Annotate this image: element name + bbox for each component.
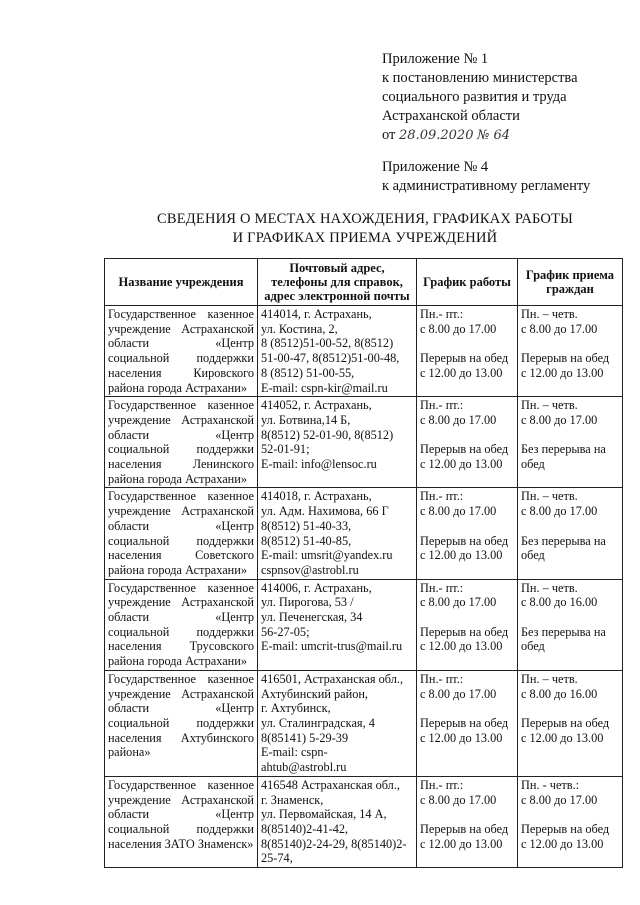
table-row [105, 579, 623, 670]
institution-contacts [258, 579, 417, 670]
schedule-line: Пн. – четв. [521, 580, 578, 595]
header-work-schedule: График работы [417, 259, 518, 306]
spacer [420, 807, 514, 822]
contact-line: ул. Первомайская, 14 А, [261, 807, 387, 822]
spacer [521, 336, 619, 351]
contact-line: 8(85140)2-24-29, 8(85140)2- [261, 836, 407, 851]
header-address [258, 259, 417, 306]
schedule-line: Перерыв на обед [420, 715, 509, 730]
schedule-line: с 8.00 до 17.00 [521, 321, 598, 336]
appendix-1-date-line [382, 126, 578, 145]
contact-line: ул. Костина, 2, [261, 321, 338, 336]
schedule-line: с 8.00 до 17.00 [420, 504, 497, 519]
schedule-line: с 12.00 до 13.00 [521, 730, 604, 745]
contact-line: E-mail: cspn- [261, 745, 328, 760]
work-schedule [417, 776, 518, 867]
schedule-line: Пн. – четв. [521, 671, 578, 686]
institution-name: Государственное казенное учреждение Астраханской области «Центр социальной поддержки населения Ахтубинского района» [105, 670, 258, 776]
appendix-1-title: Приложение № 1 [382, 51, 489, 67]
schedule-line: с 12.00 до 13.00 [521, 836, 604, 851]
schedule-line: с 8.00 до 17.00 [420, 412, 497, 427]
spacer [521, 807, 619, 822]
work-schedule [417, 306, 518, 397]
document-title [110, 210, 620, 248]
contact-line: 8(85140)2-41-42, [261, 821, 349, 836]
schedule-line: с 12.00 до 13.00 [420, 457, 503, 472]
schedule-line: с 12.00 до 13.00 [420, 836, 503, 851]
reception-schedule [518, 776, 623, 867]
institution-name: Государственное казенное учреждение Астраханской области «Центр социальной поддержки населения Трусовского района города Астрахани» [105, 579, 258, 670]
reception-schedule [518, 670, 623, 776]
contact-line: 414052, г. Астрахань, [261, 398, 372, 413]
contact-line: 414018, г. Астрахань, [261, 489, 372, 504]
contact-line: ул. Сталинградская, 4 [261, 715, 375, 730]
schedule-line: с 12.00 до 13.00 [420, 365, 503, 380]
contact-line: ahtub@astrobl.ru [261, 760, 347, 775]
schedule-line: Пн.- пт.: [420, 398, 464, 413]
contact-line: 414014, г. Астрахань, [261, 307, 372, 321]
contact-line: 416501, Астраханская обл., [261, 671, 404, 686]
contact-line: E-mail: cspn-kir@mail.ru [261, 380, 388, 395]
appendix-4-block [382, 158, 590, 196]
schedule-line: с 8.00 до 17.00 [420, 321, 497, 336]
contact-line: Ахтубинский район, [261, 686, 368, 701]
institution-name: Государственное казенное учреждение Астраханской области «Центр социальной поддержки населения Советского района города Астрахани» [105, 488, 258, 579]
schedule-line: Перерыв на обед [420, 351, 509, 366]
date-prefix: от [382, 127, 396, 143]
appendix-4-title: Приложение № 4 [382, 159, 489, 175]
table-row [105, 670, 623, 776]
schedule-line: Перерыв на обед [420, 821, 509, 836]
schedule-line: с 12.00 до 13.00 [420, 639, 503, 654]
title-line-2: И ГРАФИКАХ ПРИЕМА УЧРЕЖДЕНИЙ [232, 230, 498, 246]
table-row [105, 306, 623, 397]
contact-line: E-mail: umcrit-trus@mail.ru [261, 639, 403, 654]
header-name: Название учреждения [105, 259, 258, 306]
schedule-line: Перерыв на обед [521, 351, 610, 366]
schedule-line: Без перерыва на [521, 442, 606, 457]
handwritten-date: 28.09.2020 [399, 128, 474, 143]
appendix-1-line: к постановлению министерства [382, 70, 578, 86]
schedule-line: с 8.00 до 16.00 [521, 686, 598, 701]
table-header-row [105, 259, 623, 306]
contact-line: 8(8512) 51-40-85, [261, 533, 352, 548]
header-address-line: Почтовый адрес, [289, 261, 385, 275]
contact-line: 8 (8512) 51-00-55, [261, 365, 355, 380]
contact-line: 52-01-91; [261, 442, 310, 457]
institution-contacts [258, 488, 417, 579]
schedule-line: Пн. - четв.: [521, 777, 580, 792]
spacer [420, 610, 514, 625]
work-schedule [417, 397, 518, 488]
schedule-line: с 8.00 до 17.00 [420, 792, 497, 807]
spacer [521, 519, 619, 534]
schedule-line: с 8.00 до 16.00 [521, 595, 598, 610]
schedule-line: Перерыв на обед [420, 533, 509, 548]
spacer [420, 519, 514, 534]
reception-schedule [518, 397, 623, 488]
reception-schedule [518, 306, 623, 397]
table-row [105, 488, 623, 579]
schedule-line: с 8.00 до 17.00 [521, 792, 598, 807]
header-address-line: телефоны для справок, [271, 275, 403, 289]
contact-line: ул. Ботвина,14 Б, [261, 412, 351, 427]
appendix-1-block [382, 50, 578, 145]
schedule-line: с 8.00 до 17.00 [420, 595, 497, 610]
institution-name: Государственное казенное учреждение Астраханской области «Центр социальной поддержки населения Кировского района города Астрахани» [105, 306, 258, 397]
header-reception-line: График приема [525, 268, 615, 282]
header-address-line: адрес электронной почты [264, 289, 410, 303]
schedule-line: Перерыв на обед [420, 442, 509, 457]
work-schedule [417, 670, 518, 776]
schedule-line: с 8.00 до 17.00 [420, 686, 497, 701]
schedule-line: Перерыв на обед [521, 821, 610, 836]
contact-line: г. Знаменск, [261, 792, 324, 807]
work-schedule [417, 579, 518, 670]
contact-line: ул. Адм. Нахимова, 66 Г [261, 504, 389, 519]
title-line-1: СВЕДЕНИЯ О МЕСТАХ НАХОЖДЕНИЯ, ГРАФИКАХ РАБОТЫ [157, 211, 573, 227]
spacer [521, 610, 619, 625]
contact-line: 8(85141) 5-29-39 [261, 730, 349, 745]
contact-line: ул. Пирогова, 53 / [261, 595, 354, 610]
schedule-line: обед [521, 639, 545, 654]
work-schedule [417, 488, 518, 579]
institution-contacts [258, 397, 417, 488]
schedule-line: обед [521, 548, 545, 563]
schedule-line: Пн.- пт.: [420, 671, 464, 686]
schedule-line: Пн.- пт.: [420, 307, 464, 321]
spacer [521, 428, 619, 443]
schedule-line: обед [521, 457, 545, 472]
institutions-table [104, 258, 623, 868]
institution-contacts [258, 306, 417, 397]
table-row [105, 397, 623, 488]
schedule-line: с 12.00 до 13.00 [420, 548, 503, 563]
schedule-line: Без перерыва на [521, 533, 606, 548]
handwritten-number: № 64 [477, 128, 511, 143]
contact-line: 8(8512) 51-40-33, [261, 518, 352, 533]
contact-line: 8(8512) 52-01-90, 8(8512) [261, 427, 394, 442]
schedule-line: Пн.- пт.: [420, 580, 464, 595]
schedule-line: Без перерыва на [521, 624, 606, 639]
schedule-line: Пн.- пт.: [420, 777, 464, 792]
schedule-line: Пн. – четв. [521, 489, 578, 504]
contact-line: ул. Печенегская, 34 [261, 610, 363, 625]
contact-line: cspnsov@astrobl.ru [261, 562, 359, 577]
contact-line: E-mail: umsrit@yandex.ru [261, 548, 393, 563]
schedule-line: Пн. – четв. [521, 398, 578, 413]
contact-line: 56-27-05; [261, 624, 310, 639]
schedule-line: с 12.00 до 13.00 [521, 365, 604, 380]
appendix-1-line: Астраханской области [382, 108, 520, 124]
contact-line: 51-00-47, 8(8512)51-00-48, [261, 351, 400, 366]
reception-schedule [518, 488, 623, 579]
institution-contacts [258, 776, 417, 867]
institution-name: Государственное казенное учреждение Астраханской области «Центр социальной поддержки населения ЗАТО Знаменск» [105, 776, 258, 867]
contact-line: 8 (8512)51-00-52, 8(8512) [261, 336, 394, 351]
spacer [420, 701, 514, 716]
table-row [105, 776, 623, 867]
reception-schedule [518, 579, 623, 670]
schedule-line: Перерыв на обед [420, 624, 509, 639]
spacer [420, 428, 514, 443]
header-reception-line: граждан [546, 282, 594, 296]
contact-line: г. Ахтубинск, [261, 701, 331, 716]
institution-contacts [258, 670, 417, 776]
schedule-line: Пн.- пт.: [420, 489, 464, 504]
schedule-line: с 8.00 до 17.00 [521, 412, 598, 427]
schedule-line: Пн. – четв. [521, 307, 578, 321]
contact-line: 25-74, [261, 851, 293, 866]
contact-line: 416548 Астраханская обл., [261, 777, 400, 792]
contact-line: E-mail: info@lensoc.ru [261, 457, 377, 472]
schedule-line: Перерыв на обед [521, 715, 610, 730]
appendix-4-line: к административному регламенту [382, 178, 591, 194]
spacer [420, 336, 514, 351]
schedule-line: с 12.00 до 13.00 [420, 730, 503, 745]
contact-line: 414006, г. Астрахань, [261, 580, 372, 595]
spacer [521, 701, 619, 716]
appendix-1-line: социального развития и труда [382, 89, 567, 105]
institution-name: Государственное казенное учреждение Астраханской области «Центр социальной поддержки населения Ленинского района города Астрахани» [105, 397, 258, 488]
schedule-line: с 8.00 до 17.00 [521, 504, 598, 519]
header-reception-schedule [518, 259, 623, 306]
